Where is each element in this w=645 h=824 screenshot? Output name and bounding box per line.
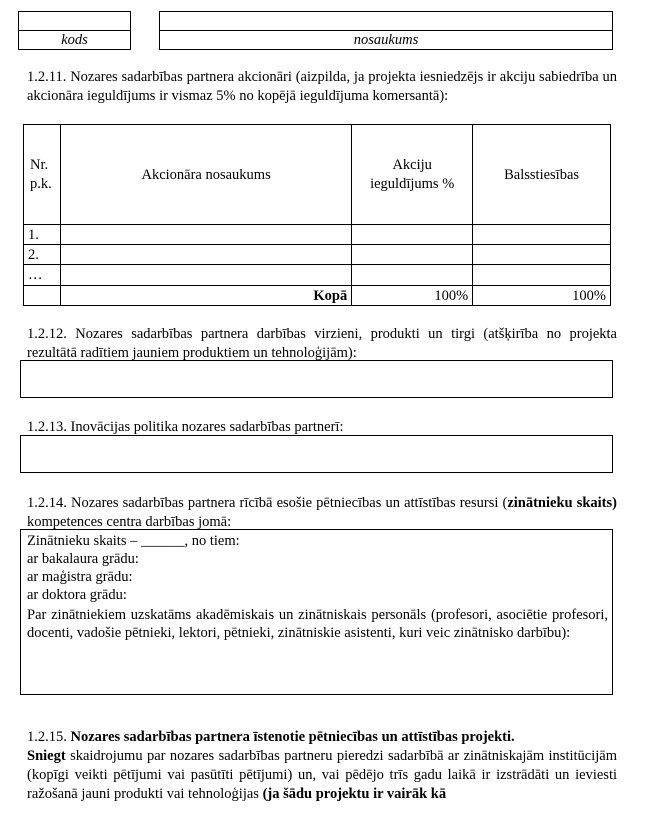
shareholders-table bbox=[23, 124, 611, 306]
section-1-2-12-text: 1.2.12. Nozares sadarbības partnera darbības virzieni, produkti un tirgi (atšķirība no projekta rezultātā radītiem jauniem produktiem un tehnoloģijām): bbox=[27, 326, 617, 361]
row-2-nr: 2. bbox=[24, 245, 61, 265]
nosaukums-input-box[interactable] bbox=[159, 11, 613, 31]
total-label: Kopā bbox=[61, 286, 352, 306]
row-3-akciju[interactable] bbox=[352, 265, 473, 286]
section-1-2-15-body-bold: (ja šādu projektu ir vairāk kā bbox=[262, 786, 447, 802]
section-1-2-14-text bbox=[27, 494, 617, 532]
bachelor-line: ar bakalaura grādu: bbox=[27, 551, 139, 567]
row-1-akciju[interactable] bbox=[352, 225, 473, 245]
header-nr-text: Nr. p.k. bbox=[30, 156, 52, 192]
section-1-2-15-text bbox=[27, 728, 617, 804]
total-balsstiesibas: 100% bbox=[473, 286, 611, 306]
row-1-name[interactable] bbox=[61, 225, 352, 245]
section-1-2-14-prefix: 1.2.14. Nozares sadarbības partnera rīcībā esošie pētniecības un attīstības resursi ( bbox=[27, 495, 508, 511]
kods-label-box bbox=[18, 30, 131, 50]
section-1-2-11-text: 1.2.11. Nozares sadarbības partnera akcionāri (aizpilda, ja projekta iesniedzējs ir akciju sabiedrība un akcionāra ieguldījums ir vismaz 5% no kopējā ieguldījuma komersantā): bbox=[27, 69, 617, 104]
section-1-2-15-body: skaidrojumu par nozares sadarbības partneru pieredzi sadarbībā ar zinātniskajām institūcijām (kopīgi veikti pētījumi vai pasūtīti pētījumi) un, vai pēdējo trīs gadu laikā ir izstrādāti un ieviesti ražošanā jauni produkti vai tehnoloģijas bbox=[27, 748, 617, 802]
section-1-2-13-text: 1.2.13. Inovācijas politika nozares sadarbības partnerī: bbox=[27, 419, 344, 435]
table-row bbox=[24, 245, 611, 265]
table-header-row bbox=[24, 125, 611, 225]
master-line: ar maģistra grādu: bbox=[27, 569, 133, 585]
scientists-note: Par zinātniekiem uzskatāms akadēmiskais un zinātniskais personāls (profesori, asociētie profesori, docenti, vadošie pētnieki, lektori, pētnieki, zinātniskie asistenti, kuri veic zinātnisko darbību): bbox=[27, 607, 608, 641]
kods-label: kods bbox=[61, 32, 88, 48]
nosaukums-label: nosaukums bbox=[353, 32, 419, 48]
table-total-row bbox=[24, 286, 611, 306]
table-row bbox=[24, 225, 611, 245]
total-akciju: 100% bbox=[352, 286, 473, 306]
section-1-2-15-number: 1.2.15. bbox=[27, 729, 71, 745]
row-2-akciju[interactable] bbox=[352, 245, 473, 265]
row-3-name[interactable] bbox=[61, 265, 352, 286]
row-2-name[interactable] bbox=[61, 245, 352, 265]
section-1-2-14-bold: zinātnieku skaits) bbox=[507, 495, 617, 511]
section-1-2-15-sniegt: Sniegt bbox=[27, 748, 66, 764]
row-1-balss[interactable] bbox=[473, 225, 611, 245]
scientists-box[interactable] bbox=[20, 529, 613, 695]
header-akciju-text: Akciju ieguldījums % bbox=[370, 156, 455, 192]
nosaukums-label-box bbox=[159, 30, 613, 50]
section-1-2-12-field[interactable] bbox=[20, 360, 613, 398]
row-1-nr: 1. bbox=[24, 225, 61, 245]
header-akciju-ieguldijums bbox=[352, 125, 473, 225]
section-1-2-14-suffix: kompetences centra darbības jomā: bbox=[27, 514, 232, 530]
header-akcionara-nosaukums: Akcionāra nosaukums bbox=[61, 125, 352, 225]
row-3-nr: … bbox=[24, 265, 61, 286]
scientists-count-line: Zinātnieku skaits – ______, no tiem: bbox=[27, 533, 240, 549]
header-nr bbox=[24, 125, 61, 225]
total-empty bbox=[24, 286, 61, 306]
section-1-2-13-field[interactable] bbox=[20, 435, 613, 473]
row-2-balss[interactable] bbox=[473, 245, 611, 265]
doctor-line: ar doktora grādu: bbox=[27, 587, 127, 603]
kods-input-box[interactable] bbox=[18, 11, 131, 31]
header-balsstiesibas: Balsstiesības bbox=[473, 125, 611, 225]
section-1-2-15-title: Nozares sadarbības partnera īstenotie pētniecības un attīstības projekti. bbox=[70, 729, 515, 745]
row-3-balss[interactable] bbox=[473, 265, 611, 286]
table-row bbox=[24, 265, 611, 286]
